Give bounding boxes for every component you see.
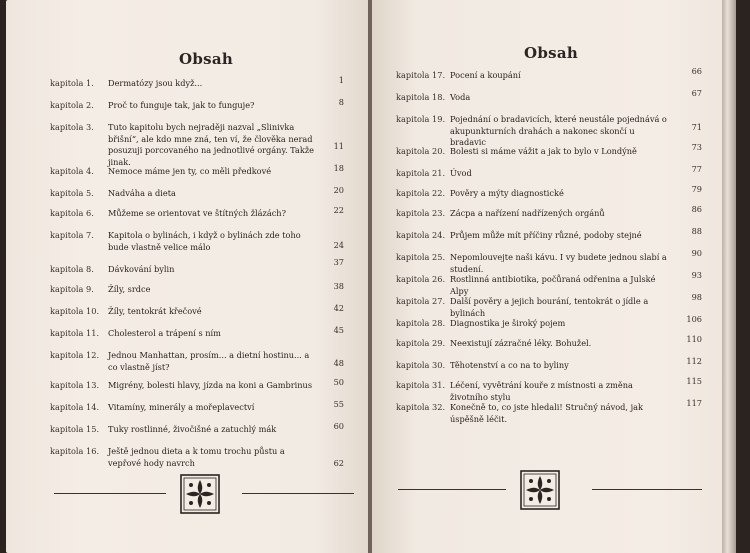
chapter-title: Pověry a mýty diagnostické	[450, 188, 564, 198]
chapter-label: kapitola 9.	[50, 284, 94, 294]
divider-line	[242, 493, 354, 494]
chapter-title: Rostlinná antibiotika, počůraná odřenina a Julské Alpy	[450, 274, 656, 296]
chapter-title: Dermatózy jsou když...	[108, 78, 203, 88]
chapter-label: kapitola 28.	[396, 318, 446, 328]
chapter-title: Úvod	[450, 168, 472, 178]
chapter-label: kapitola 7.	[50, 230, 94, 240]
page-number: 42	[333, 303, 344, 313]
page-number: 115	[686, 376, 702, 386]
page-number: 11	[333, 141, 344, 151]
chapter-label: kapitola 12.	[50, 350, 100, 360]
page-number: 8	[338, 97, 344, 107]
chapter-label: kapitola 18.	[396, 92, 446, 102]
chapter-label: kapitola 3.	[50, 122, 94, 132]
chapter-label: kapitola 21.	[396, 168, 446, 178]
chapter-label: kapitola 14.	[50, 402, 100, 412]
chapter-title: Cholesterol a trápení s ním	[108, 328, 221, 338]
page-title: Obsah	[524, 44, 579, 62]
chapter-label: kapitola 16.	[50, 446, 100, 456]
chapter-title: Konečně to, co jste hledali! Stručný návod, jak úspěšně léčit.	[450, 402, 643, 424]
page-number: 66	[691, 66, 702, 76]
ornament-icon	[180, 474, 220, 514]
chapter-label: kapitola 8.	[50, 264, 94, 274]
page-number: 1	[338, 75, 344, 85]
chapter-title: Diagnostika je široký pojem	[450, 318, 566, 328]
page-number: 93	[691, 270, 702, 280]
page-number: 77	[691, 164, 702, 174]
page-number: 112	[686, 356, 702, 366]
page-number: 110	[686, 334, 702, 344]
chapter-title: Tuto kapitolu bych nejraději nazval „Slinivka břišní“, ale kdo mne zná, ten ví, že člověka nerad posuzuji porcovaného na jednotlivé orgány. Takže jinak.	[108, 122, 315, 167]
chapter-title: Průjem může mít příčiny různé, podoby stejné	[450, 230, 642, 240]
chapter-label: kapitola 27.	[396, 296, 446, 306]
chapter-title: Tuky rostlinné, živočišné a zatuchlý mák	[108, 424, 277, 434]
page-number: 67	[691, 88, 702, 98]
chapter-title: Nadváha a dieta	[108, 188, 176, 198]
chapter-label: kapitola 1.	[50, 78, 94, 88]
table-of-contents	[50, 75, 358, 498]
page-number: 98	[691, 292, 702, 302]
divider-line	[54, 493, 166, 494]
page-number: 48	[333, 358, 344, 368]
divider-line	[592, 489, 702, 490]
chapter-title: Nepomlouvejte naši kávu. I vy budete jednou slabí a studení.	[450, 252, 667, 274]
divider-line	[398, 489, 506, 490]
chapter-title: Migrény, bolesti hlavy, jízda na koni a Gambrinus	[108, 380, 313, 390]
page-number: 20	[333, 185, 344, 195]
page-number: 90	[691, 248, 702, 258]
chapter-label: kapitola 23.	[396, 208, 446, 218]
page-number: 73	[691, 142, 702, 152]
page-edge	[722, 0, 736, 553]
chapter-title: Pocení a koupání	[450, 70, 521, 80]
page-number: 71	[691, 122, 702, 132]
page-number: 79	[691, 184, 702, 194]
chapter-title: Jednou Manhattan, prosím... a dietní hostinu... a co vlastně jíst?	[108, 350, 310, 372]
page-number: 86	[691, 204, 702, 214]
chapter-label: kapitola 22.	[396, 188, 446, 198]
chapter-title: Žíly, srdce	[108, 284, 151, 294]
chapter-title: Bolesti si máme vážit a jak to bylo v Londýně	[450, 146, 637, 156]
chapter-label: kapitola 6.	[50, 208, 94, 218]
chapter-label: kapitola 5.	[50, 188, 94, 198]
page-number: 45	[333, 325, 344, 335]
chapter-label: kapitola 24.	[396, 230, 446, 240]
page-number: 62	[333, 458, 344, 468]
chapter-label: kapitola 26.	[396, 274, 446, 284]
left-page	[6, 0, 370, 553]
chapter-title: Zácpa a nařízení nadřízených orgánů	[450, 208, 605, 218]
chapter-title: Těhotenství a co na to byliny	[450, 360, 569, 370]
chapter-title: Nemoce máme jen ty, co měli předkové	[108, 166, 272, 176]
chapter-title: Léčení, vyvětrání kouře z místnosti a změna životního stylu	[450, 380, 633, 402]
chapter-title: Voda	[450, 92, 471, 102]
chapter-title: Vitamíny, minerály a mořeplavectví	[108, 402, 255, 412]
chapter-label: kapitola 30.	[396, 360, 446, 370]
chapter-title: Můžeme se orientovat ve štítných žlázách?	[108, 208, 286, 218]
chapter-title: Neexistují zázračné léky. Bohužel.	[450, 338, 592, 348]
page-number: 88	[691, 226, 702, 236]
chapter-label: kapitola 17.	[396, 70, 446, 80]
chapter-label: kapitola 2.	[50, 100, 94, 110]
chapter-label: kapitola 32.	[396, 402, 446, 412]
page-number: 37	[333, 257, 344, 267]
chapter-title: Další pověry a jejich bourání, tentokrát o jídle a bylinách	[450, 296, 649, 318]
page-number: 24	[333, 240, 344, 250]
page-number: 18	[333, 163, 344, 173]
page-number: 22	[333, 205, 344, 215]
chapter-label: kapitola 10.	[50, 306, 100, 316]
chapter-label: kapitola 13.	[50, 380, 100, 390]
page-number: 106	[686, 314, 702, 324]
chapter-label: kapitola 11.	[50, 328, 100, 338]
page-title: Obsah	[179, 50, 234, 68]
chapter-label: kapitola 29.	[396, 338, 446, 348]
chapter-title: Dávkování bylin	[108, 264, 175, 274]
chapter-title: Žíly, tentokrát křečové	[108, 306, 202, 316]
chapter-label: kapitola 19.	[396, 114, 446, 124]
page-number: 117	[686, 398, 702, 408]
page-number: 50	[333, 377, 344, 387]
page-number: 60	[333, 421, 344, 431]
ornament-icon	[520, 470, 560, 510]
chapter-title: Kapitola o bylinách, i když o bylinách zde toho bude vlastně velice málo	[108, 230, 301, 252]
chapter-title: Proč to funguje tak, jak to funguje?	[108, 100, 255, 110]
chapter-title: Pojednání o bradavicích, které neustále pojednává o akupunkturních drahách a nakonec skončí u bradavic	[450, 114, 667, 147]
page-number: 38	[333, 281, 344, 291]
chapter-label: kapitola 15.	[50, 424, 100, 434]
chapter-label: kapitola 25.	[396, 252, 446, 262]
page-number: 55	[333, 399, 344, 409]
table-of-contents	[396, 66, 702, 430]
chapter-title: Ještě jednou dieta a k tomu trochu půstu a vepřové hody navrch	[108, 446, 285, 468]
chapter-label: kapitola 31.	[396, 380, 446, 390]
chapter-label: kapitola 20.	[396, 146, 446, 156]
right-page	[372, 0, 736, 553]
chapter-label: kapitola 4.	[50, 166, 94, 176]
